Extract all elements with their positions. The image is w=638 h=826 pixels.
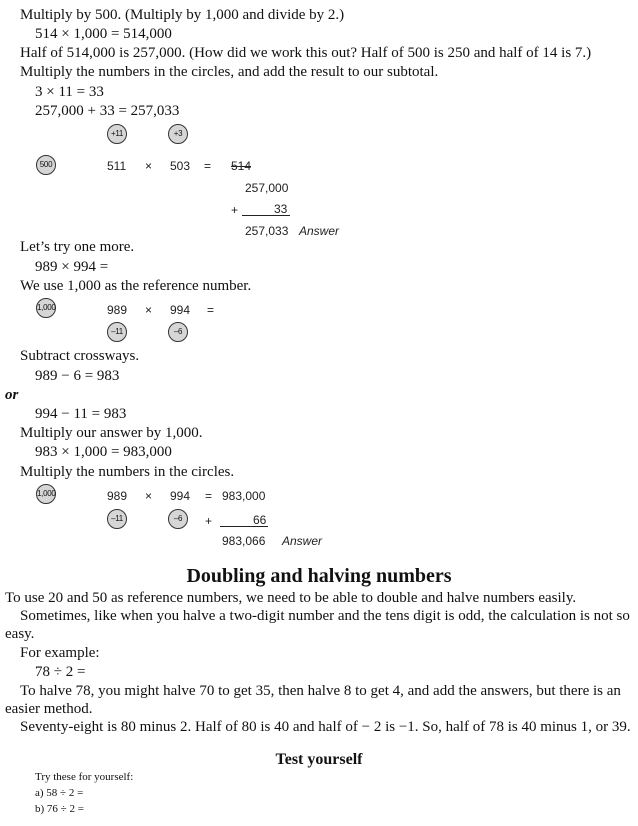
added-value: 66 bbox=[253, 513, 267, 527]
equals-sign: = bbox=[207, 303, 215, 317]
equation-line: 514 × 1,000 = 514,000 bbox=[35, 26, 172, 42]
paragraph: Seventy-eight is 80 minus 2. Half of 80 is 40 and half of − 2 is −1. So, half of 78 is 40 minus 1, or 39. bbox=[20, 719, 631, 735]
times-sign: × bbox=[145, 303, 153, 317]
paragraph: For example: bbox=[20, 645, 100, 661]
added-value: 33 bbox=[274, 202, 288, 216]
subtotal: 257,000 bbox=[245, 181, 289, 195]
plus-sign: + bbox=[231, 203, 239, 217]
text-line: Multiply by 500. (Multiply by 1,000 and divide by 2.) bbox=[20, 7, 345, 23]
sum-underline bbox=[242, 215, 290, 216]
diagram-number: 994 bbox=[170, 489, 191, 503]
diagram-number: 989 bbox=[107, 489, 128, 503]
equals-sign: = bbox=[205, 489, 213, 503]
exercise-item: b) 76 ÷ 2 = bbox=[35, 803, 84, 815]
reference-number-circle: 1,000 bbox=[36, 298, 56, 318]
diagram-number: 989 bbox=[107, 303, 128, 317]
text-line: Subtract crossways. bbox=[20, 348, 140, 364]
reference-number-circle: 500 bbox=[36, 155, 56, 175]
times-sign: × bbox=[145, 159, 153, 173]
paragraph: Sometimes, like when you halve a two-digit number and the tens digit is odd, the calculation is not so easy. bbox=[5, 608, 630, 642]
or-label: or bbox=[5, 387, 19, 403]
circled-number: –11 bbox=[107, 509, 127, 529]
section-heading: Doubling and halving numbers bbox=[186, 565, 452, 587]
text-line: Multiply the numbers in the circles. bbox=[20, 464, 235, 480]
sum-underline bbox=[220, 526, 268, 527]
equation-line: 994 − 11 = 983 bbox=[35, 406, 127, 422]
times-sign: × bbox=[145, 489, 153, 503]
equation-line: 989 − 6 = 983 bbox=[35, 368, 120, 384]
result-value: 257,033 bbox=[245, 224, 289, 238]
text-line: Multiply our answer by 1,000. bbox=[20, 425, 203, 441]
text-line: Half of 514,000 is 257,000. (How did we work this out? Half of 500 is 250 and half of 14 is 7.) bbox=[20, 45, 592, 61]
paragraph: To halve 78, you might halve 70 to get 35, then halve 8 to get 4, and add the answers, but there is an easier method. bbox=[5, 683, 621, 717]
circled-number: +3 bbox=[168, 124, 188, 144]
text-line: Multiply the numbers in the circles, and add the result to our subtotal. bbox=[20, 64, 439, 80]
text-line: Let’s try one more. bbox=[20, 239, 135, 255]
test-yourself-heading: Test yourself bbox=[275, 751, 363, 768]
answer-label: Answer bbox=[299, 224, 340, 238]
equation-line: 989 × 994 = bbox=[35, 259, 109, 275]
paragraph: To use 20 and 50 as reference numbers, we need to be able to double and halve numbers easily. bbox=[5, 590, 577, 606]
crossed-out-number: 514 bbox=[231, 159, 252, 173]
result-value: 983,066 bbox=[222, 534, 266, 548]
circled-number: –6 bbox=[168, 322, 188, 342]
reference-number-circle: 1,000 bbox=[36, 484, 56, 504]
diagram-number: 511 bbox=[107, 159, 127, 173]
answer-label: Answer bbox=[282, 534, 323, 548]
equation-line: 3 × 11 = 33 bbox=[35, 84, 104, 100]
text-line: We use 1,000 as the reference number. bbox=[20, 278, 252, 294]
exercise-intro: Try these for yourself: bbox=[35, 771, 134, 783]
equation-line: 983 × 1,000 = 983,000 bbox=[35, 444, 172, 460]
equation-line: 78 ÷ 2 = bbox=[35, 664, 86, 680]
subtotal: 983,000 bbox=[222, 489, 266, 503]
plus-sign: + bbox=[205, 514, 213, 528]
circled-number: –11 bbox=[107, 322, 127, 342]
circled-number: +11 bbox=[107, 124, 127, 144]
diagram-number: 503 bbox=[170, 159, 191, 173]
equation-line: 257,000 + 33 = 257,033 bbox=[35, 103, 180, 119]
equals-sign: = bbox=[204, 159, 212, 173]
circled-number: –6 bbox=[168, 509, 188, 529]
diagram-number: 994 bbox=[170, 303, 191, 317]
exercise-item: a) 58 ÷ 2 = bbox=[35, 787, 84, 799]
